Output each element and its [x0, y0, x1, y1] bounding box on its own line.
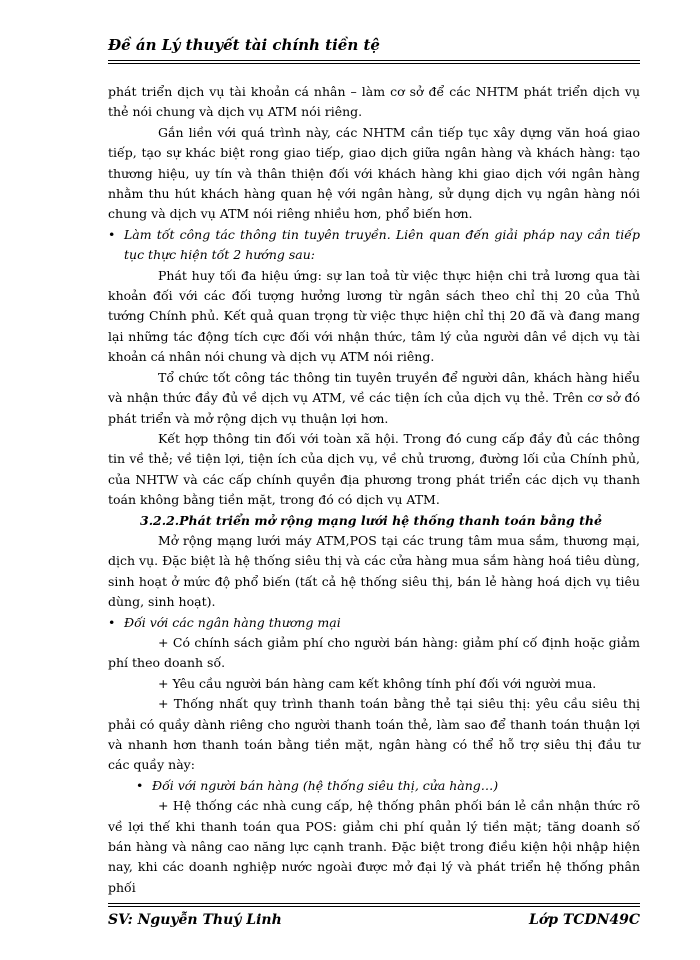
paragraph: + Có chính sách giảm phí cho người bán hàng: giảm phí cố định hoặc giảm phí theo doanh số. [108, 634, 640, 671]
bullet-text: Đối với các ngân hàng thương mại [124, 614, 341, 630]
paragraph: + Thống nhất quy trình thanh toán bằng thẻ tại siêu thị: yêu cầu siêu thị phải có quầy dành riêng cho người thanh toán thẻ, làm sao để thanh toán thuận lợi và nhanh hơn thanh toán bằng tiền mặt, ngân hàng có thể hỗ trợ siêu thị đầu tư các quầy này: [108, 696, 640, 773]
bullet-icon: • [136, 777, 144, 793]
paragraph: phát triển dịch vụ tài khoản cá nhân – làm cơ sở để các NHTM phát triển dịch vụ thẻ nói chung và dịch vụ ATM nói riêng. [108, 84, 640, 120]
footer-student: SV: Nguyễn Thuý Linh [108, 912, 282, 928]
header-rule-top [108, 60, 640, 61]
paragraph: Tổ chức tốt công tác thông tin tuyên truyền để người dân, khách hàng hiểu và nhận thức đầy đủ về dịch vụ ATM, về các tiện ích của dịch vụ thẻ. Trên cơ sở đó phát triển và mở rộng dịch vụ thuận lợi hơn. [108, 369, 640, 426]
paragraph: Phát huy tối đa hiệu ứng: sự lan toả từ việc thực hiện chi trả lương qua tài khoản đối với các đối tượng hưởng lương từ ngân sách theo chỉ thị 20 của Thủ tướng Chính phủ. Kết quả quan trọng từ việc thực hiện chỉ thị 20 đã và đang mang lại những tác động tích cực đối với nhận thức, tâm lý của người dân về dịch vụ tài khoản cá nhân nói chung và dịch vụ ATM nói riêng. [108, 267, 640, 365]
paragraph: + Hệ thống các nhà cung cấp, hệ thống phân phối bán lẻ cần nhận thức rõ về lợi thế khi thanh toán qua POS: giảm chi phí quản lý tiền mặt; tăng doanh số bán hàng và nâng cao năng lực cạnh tranh. Đặc biệt trong điều kiện hội nhập hiện nay, khi các doanh nghiệp nước ngoài được mở đại lý và phát triển hệ thống phân phối [108, 798, 640, 895]
footer-rule-top [108, 903, 640, 904]
paragraph: + Yêu cầu người bán hàng cam kết không tính phí đối với người mua. [158, 675, 597, 691]
footer-rule-bottom [108, 906, 640, 907]
bullet-item [108, 613, 640, 633]
section-heading: 3.2.2.Phát triển mở rộng mạng lưới hệ thống thanh toán bằng thẻ [140, 512, 602, 528]
header-rule-bottom [108, 63, 640, 64]
bullet-icon: • [108, 614, 116, 630]
paragraph: Kết hợp thông tin đối với toàn xã hội. Trong đó cung cấp đầy đủ các thông tin về thẻ; về tiện lợi, tiện ích của dịch vụ, về chủ trương, đường lối của Chính phủ, của NHTW và các cấp chính quyền địa phương trong phát triển các dịch vụ thanh toán không bằng tiền mặt, trong đó có dịch vụ ATM. [108, 430, 640, 508]
paragraph: Mở rộng mạng lưới máy ATM,POS tại các trung tâm mua sắm, thương mại, dịch vụ. Đặc biệt là hệ thống siêu thị và các cửa hàng mua sắm hàng hoá tiêu dùng, sinh hoạt ở mức độ phổ biến (tất cả hệ thống siêu thị, bán lẻ hàng hoá dịch vụ tiêu dùng, sinh hoạt). [108, 532, 640, 610]
document-body [108, 82, 640, 898]
bullet-icon: • [108, 226, 116, 242]
bullet-item [108, 776, 640, 796]
bullet-item [108, 225, 640, 266]
bullet-text: Đối với người bán hàng (hệ thống siêu thị, cửa hàng…) [152, 777, 499, 793]
paragraph: Gắn liền với quá trình này, các NHTM cần tiếp tục xây dựng văn hoá giao tiếp, tạo sự khác biệt rong giao tiếp, giao dịch giữa ngân hàng và khách hàng: tạo thương hiệu, uy tín và thân thiện đối với khách hàng khi giao dịch với ngân hàng nhằm thu hút khách hàng quan hệ với ngân hàng, sử dụng dịch vụ ngân hàng nói chung và dịch vụ ATM nói riêng nhiều hơn, phổ biến hơn. [108, 124, 640, 222]
footer-class: Lớp TCDN49C [529, 912, 640, 928]
page-header-title: Đề án Lý thuyết tài chính tiền tệ [108, 36, 380, 54]
bullet-text: Làm tốt công tác thông tin tuyên truyền. Liên quan đến giải pháp nay cần tiếp tục thực hiện tốt 2 hướng sau: [124, 226, 640, 263]
